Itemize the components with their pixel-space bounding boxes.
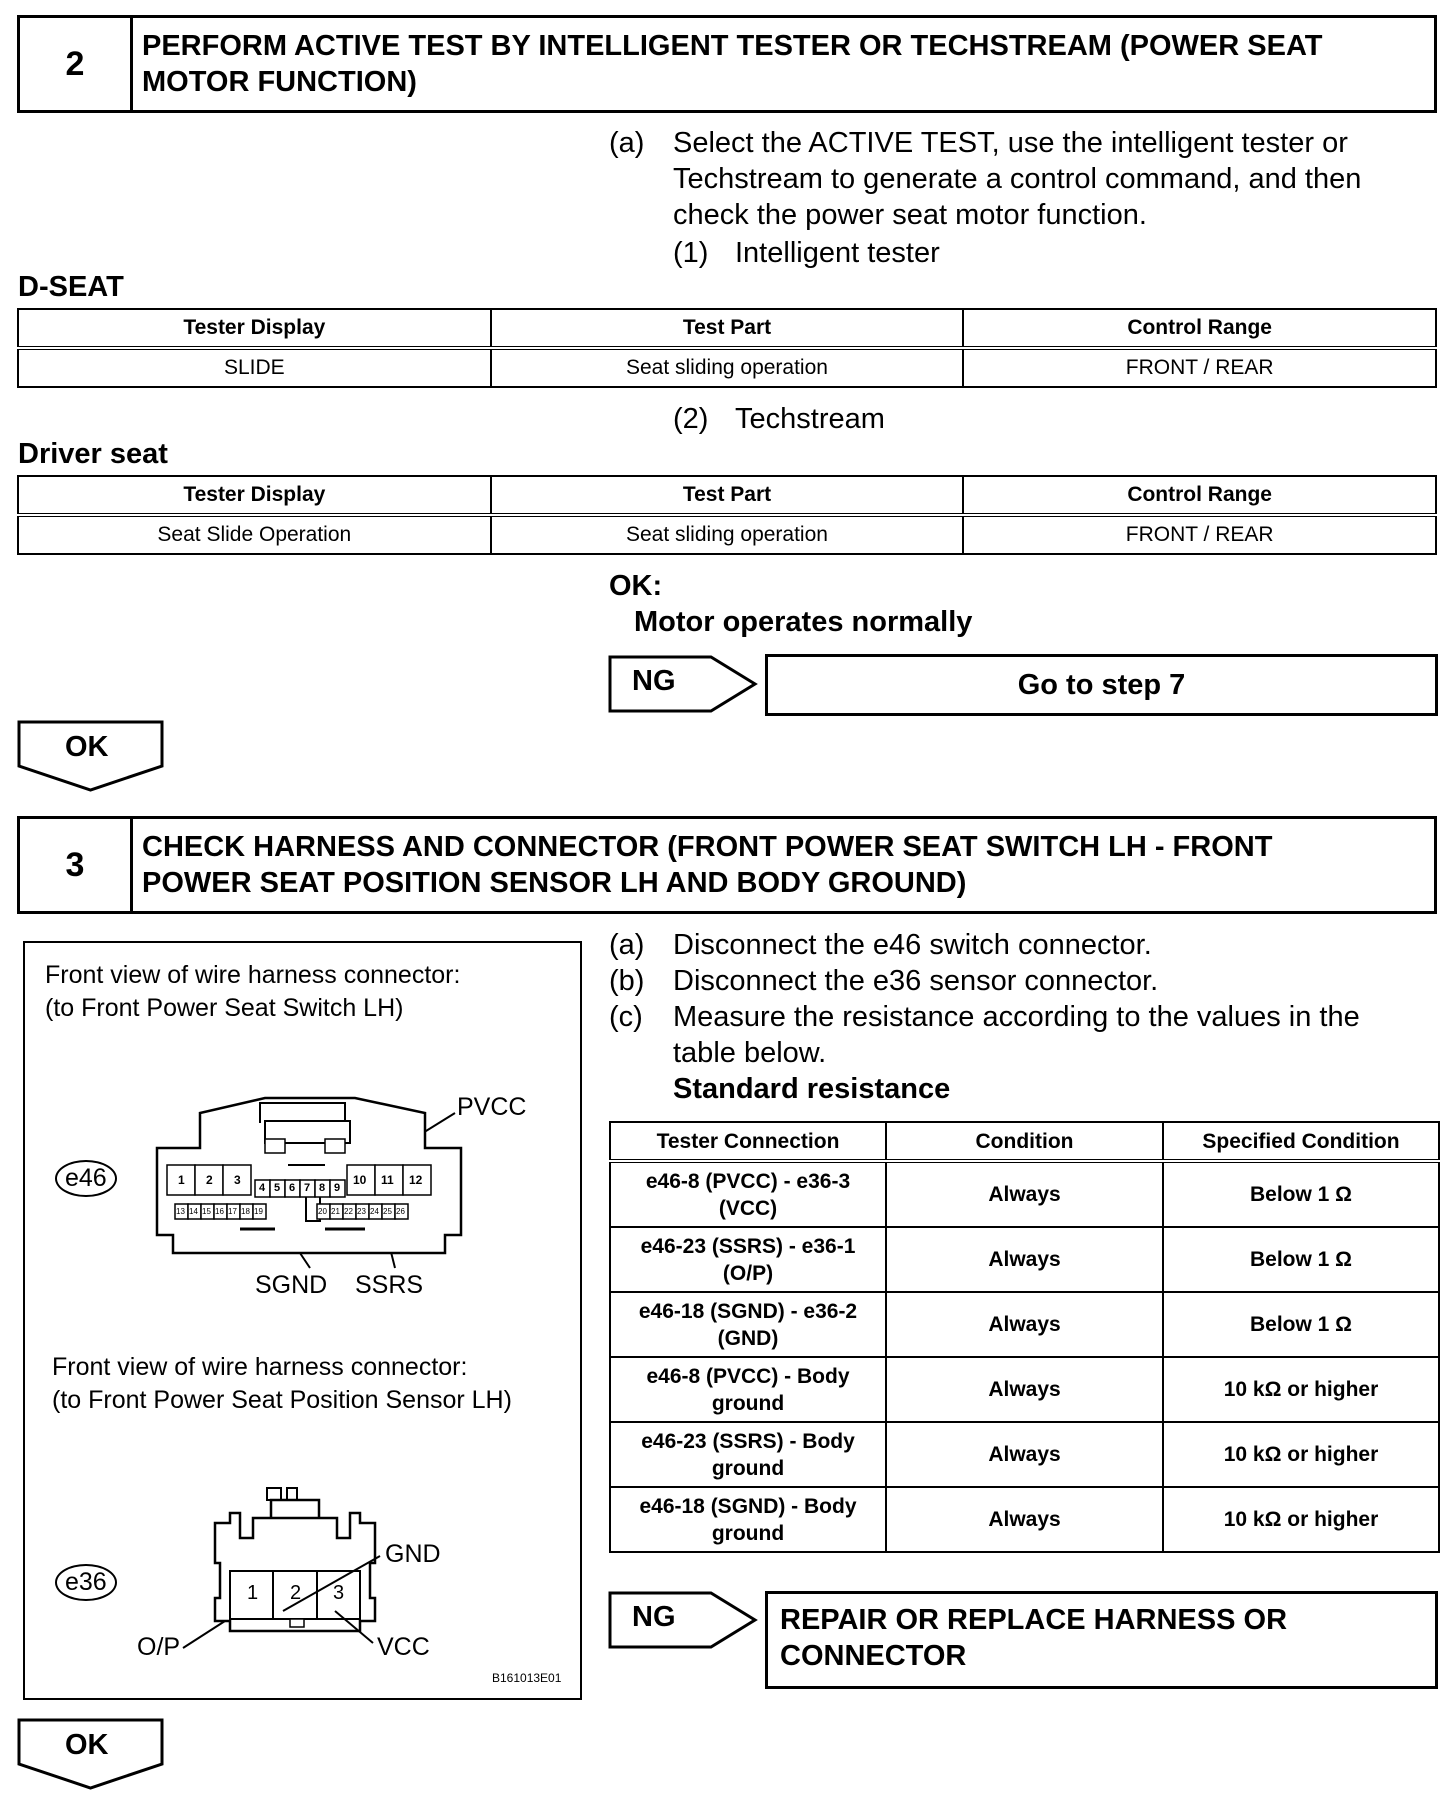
sgnd-label: SGND	[255, 1271, 328, 1299]
ng-label: NG	[632, 665, 676, 697]
step-3-instruction-b: (b) Disconnect the e36 sensor connector.	[609, 965, 1159, 997]
table-row: Seat Slide Operation Seat sliding operation FRONT / REAR	[18, 515, 1436, 554]
e46-caption: Front view of wire harness connector: (to Front Power Seat Switch LH)	[45, 961, 461, 1022]
resistance-table	[609, 1121, 1440, 1553]
step-2-instruction-a: (a) Select the ACTIVE TEST, use the intelligent tester or Techstream to generate a control command, and then check the power seat motor function.	[609, 127, 1362, 231]
d-seat-table	[17, 308, 1437, 388]
table-2-header: Test Part	[491, 476, 964, 515]
table-1-header: Tester Display	[18, 309, 491, 348]
table-row: e46-18 (SGND) - e36-2 (GND) Always Below 1 Ω	[610, 1292, 1439, 1357]
ok-criteria-label: OK:	[609, 570, 663, 602]
e36-pin-2: 2	[290, 1582, 302, 1604]
e36-caption: Front view of wire harness connector: (to Front Power Seat Position Sensor LH)	[52, 1353, 512, 1414]
table-2-header: Control Range	[963, 476, 1436, 515]
step-2-title: PERFORM ACTIVE TEST BY INTELLIGENT TESTER OR TECHSTREAM (POWER SEAT MOTOR FUNCTION)	[142, 30, 1323, 98]
go-to-step-7-text: Go to step 7	[1017, 668, 1186, 701]
table-row: e46-8 (PVCC) - e36-3 (VCC) Always Below 1 Ω	[610, 1161, 1439, 1227]
e36-pin-3: 3	[333, 1582, 345, 1604]
step-2-number: 2	[20, 18, 133, 110]
resistance-header: Condition	[886, 1122, 1163, 1161]
e36-pin-1: 1	[247, 1582, 259, 1604]
table-row: SLIDE Seat sliding operation FRONT / REAR	[18, 348, 1436, 387]
figure-id: B161013E01	[492, 1671, 562, 1685]
ok-label: OK	[65, 1729, 109, 1761]
resistance-header: Specified Condition	[1163, 1122, 1439, 1161]
table-row: e46-23 (SSRS) - Body ground Always 10 kΩ or higher	[610, 1422, 1439, 1487]
ok-label: OK	[65, 731, 109, 763]
step-3-title: CHECK HARNESS AND CONNECTOR (FRONT POWER SEAT SWITCH LH - FRONT POWER SEAT POSITION SENSOR LH AND BODY GROUND)	[142, 831, 1273, 899]
e46-code: e46	[55, 1160, 117, 1197]
resistance-header: Tester Connection	[610, 1122, 886, 1161]
vcc-label: VCC	[377, 1633, 430, 1661]
table-2-header: Tester Display	[18, 476, 491, 515]
connector-diagram: Front view of wire harness connector: (to Front Power Seat Switch LH) e46 PVCC SGND SSRS 1 2 3 10 11 12 4 5 6 7 8 9 13 14 15 16 17 18 19 20 21 22 23 24 25 26 Front view of wire harness connector: (to Front Power Seat Position Sensor LH) e36 1 2 3 GND O/P VCC B161013E01	[23, 941, 582, 1700]
e36-code: e36	[55, 1564, 117, 1601]
table-1-header: Test Part	[491, 309, 964, 348]
step-3-instruction-a: (a) Disconnect the e46 switch connector.	[609, 929, 1152, 961]
step-2-sub-1: (1) Intelligent tester	[673, 237, 940, 269]
table-row: e46-8 (PVCC) - Body ground Always 10 kΩ or higher	[610, 1357, 1439, 1422]
step-3-instruction-c: (c) Measure the resistance according to the values in the table below.	[609, 1001, 1360, 1069]
ng-arrow-icon	[608, 1591, 758, 1649]
step-3-number: 3	[20, 819, 133, 911]
table-row: e46-18 (SGND) - Body ground Always 10 kΩ or higher	[610, 1487, 1439, 1552]
ok-criteria-text: Motor operates normally	[634, 606, 973, 638]
gnd-label: GND	[385, 1540, 441, 1568]
op-label: O/P	[137, 1633, 181, 1661]
step-2-sub-2: (2) Techstream	[673, 403, 885, 435]
ssrs-label: SSRS	[355, 1271, 424, 1299]
table-1-title: D-SEAT	[18, 271, 124, 303]
pvcc-label: PVCC	[457, 1093, 527, 1121]
ng-arrow-icon	[608, 655, 758, 713]
table-1-header: Control Range	[963, 309, 1436, 348]
go-to-step-7-link[interactable]	[765, 654, 1438, 716]
table-row: e46-23 (SSRS) - e36-1 (O/P) Always Below 1 Ω	[610, 1227, 1439, 1292]
driver-seat-table	[17, 475, 1437, 555]
table-2-title: Driver seat	[18, 438, 168, 470]
ng-label: NG	[632, 1601, 676, 1633]
repair-replace-harness-link[interactable]: REPAIR OR REPLACE HARNESS OR CONNECTOR	[765, 1591, 1438, 1689]
step-3-header	[17, 816, 1437, 914]
standard-resistance-label: Standard resistance	[673, 1073, 951, 1105]
step-2-header	[17, 15, 1437, 113]
